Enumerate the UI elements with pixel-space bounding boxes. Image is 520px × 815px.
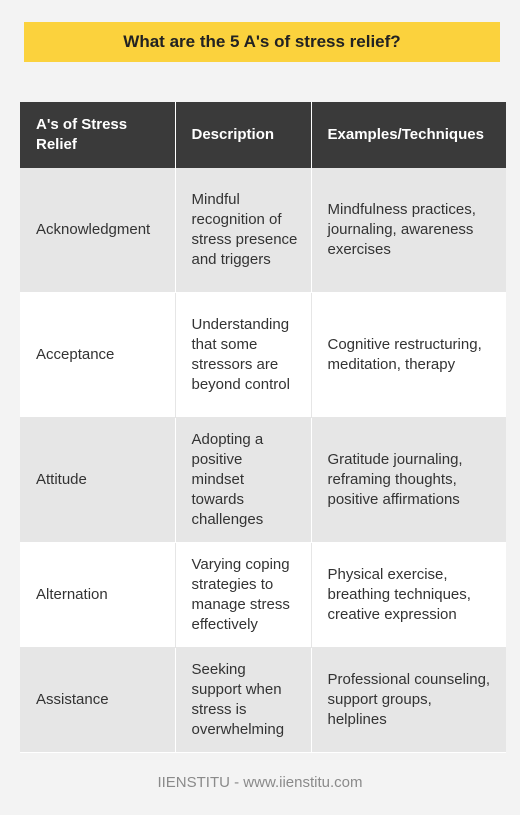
- footer-source: IIENSTITU - www.iienstitu.com: [157, 774, 363, 791]
- cell-description: Mindful recognition of stress presence and triggers: [175, 168, 311, 293]
- table-row: [20, 168, 506, 293]
- cell-description: Understanding that some stressors are beyond control: [175, 293, 311, 418]
- column-header-examples: Examples/Techniques: [311, 102, 506, 168]
- cell-a: Attitude: [20, 418, 175, 543]
- table-row: [20, 418, 506, 543]
- cell-a: Alternation: [20, 543, 175, 648]
- cell-description: Adopting a positive mindset towards challenges: [175, 418, 311, 543]
- cell-examples: Physical exercise, breathing techniques, creative expression: [311, 543, 506, 648]
- cell-a: Acknowledgment: [20, 168, 175, 293]
- page-title: What are the 5 A's of stress relief?: [123, 32, 401, 51]
- cell-description: Varying coping strategies to manage stress effectively: [175, 543, 311, 648]
- cell-examples: Gratitude journaling, reframing thoughts, positive affirmations: [311, 418, 506, 543]
- cell-examples: Mindfulness practices, journaling, awareness exercises: [311, 168, 506, 293]
- table-row: [20, 648, 506, 753]
- cell-examples: Cognitive restructuring, meditation, therapy: [311, 293, 506, 418]
- table-header-row: [20, 102, 506, 168]
- table-row: [20, 543, 506, 648]
- title-banner: [24, 22, 500, 62]
- stress-relief-table: [20, 102, 506, 753]
- column-header-a: A's of Stress Relief: [20, 102, 175, 168]
- cell-a: Acceptance: [20, 293, 175, 418]
- table-row: [20, 293, 506, 418]
- column-header-description: Description: [175, 102, 311, 168]
- cell-a: Assistance: [20, 648, 175, 753]
- cell-examples: Professional counseling, support groups, helplines: [311, 648, 506, 753]
- cell-description: Seeking support when stress is overwhelming: [175, 648, 311, 753]
